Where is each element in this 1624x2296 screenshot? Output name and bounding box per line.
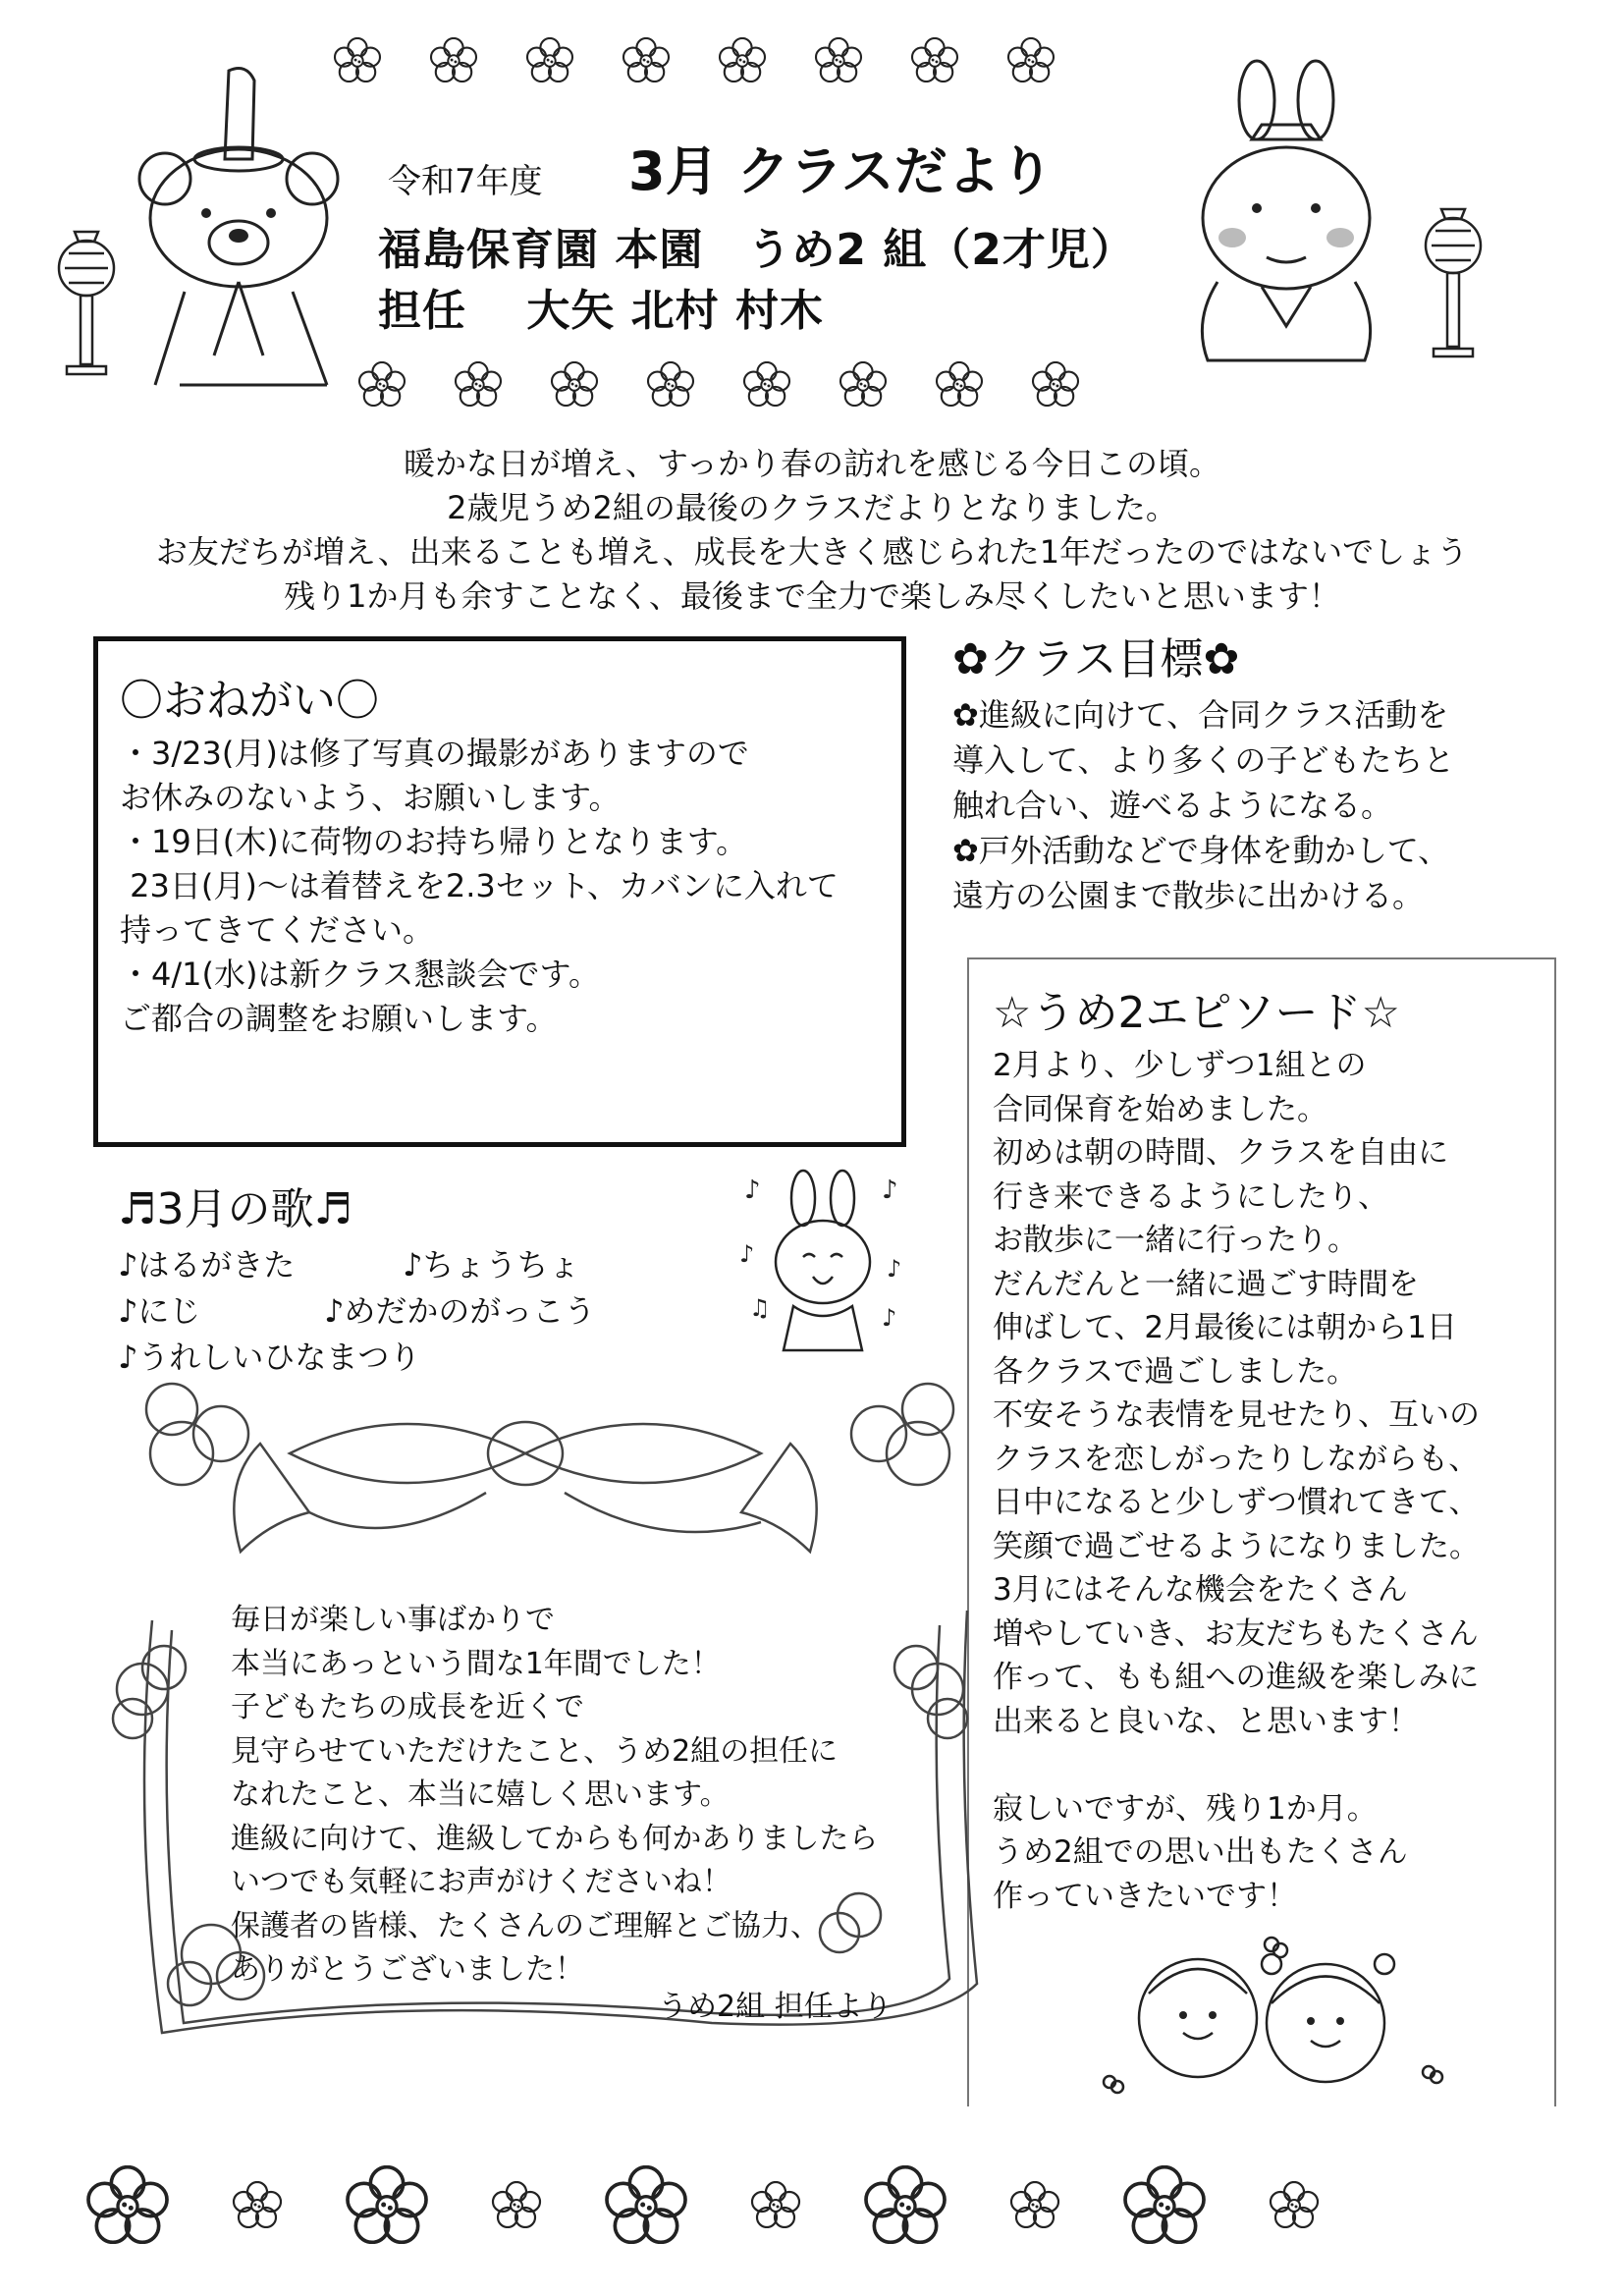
goal-line: ✿戸外活動などで身体を動かして、	[952, 832, 1450, 869]
plum-flower-icon	[1005, 2181, 1064, 2228]
plum-flower-icon	[546, 361, 603, 407]
svg-text:♪: ♪	[739, 1240, 755, 1268]
message-line: なれたこと、本当に嬉しく思います。	[231, 1777, 730, 1812]
episode-line: 行き来できるようにしたり、	[993, 1178, 1388, 1215]
intro-paragraph	[0, 442, 1624, 619]
lantern-icon	[1414, 201, 1492, 363]
episode-line: 3月にはそんな機会をたくさん	[993, 1572, 1408, 1608]
songs-section	[118, 1174, 352, 1246]
episode-title: ☆うめ2エピソード☆	[993, 988, 1400, 1038]
episode-line: 増やしていき、お友だちもたくさん	[993, 1615, 1479, 1652]
episode-line: 2月より、少しずつ1組との	[993, 1048, 1367, 1083]
lantern-icon	[47, 224, 126, 381]
rabbit-doll-illustration	[1183, 61, 1409, 346]
message-line: いつでも気軽にお声がけくださいね！	[231, 1865, 731, 1899]
goal-line: 導入して、より多くの子どもたちと	[952, 741, 1455, 779]
page-title: 3月 クラスだより	[628, 140, 1054, 202]
request-line: 23日(月)～は着替えを2.3セット、カバンに入れて	[120, 867, 839, 904]
episode-line: うめ2組での思い出もたくさん	[993, 1834, 1408, 1870]
plum-flower-icon	[810, 37, 867, 82]
svg-text:♪: ♪	[882, 1175, 898, 1205]
request-line: お休みのないよう、お願いします。	[120, 779, 621, 816]
episode-line: 各クラスで過ごしました。	[993, 1353, 1358, 1390]
song-item: ♪はるがきた	[118, 1246, 296, 1284]
smiling-flower-icon	[79, 2165, 177, 2244]
teachers-line: 担任 大矢 北村 村木	[378, 286, 824, 336]
episode-line: 合同保育を始めました。	[993, 1091, 1327, 1127]
episode-line: 初めは朝の時間、クラスを自由に	[993, 1135, 1449, 1171]
episode-line: クラスを恋しがったりしながらも、	[993, 1441, 1480, 1477]
intro-line: 残り1か月も余すことなく、最後まで全力で楽しみ尽くしたいと思います！	[284, 577, 1340, 615]
request-line: 持ってきてください。	[120, 911, 435, 949]
episode-line: 笑顔で過ごせるようになりました。	[993, 1528, 1480, 1564]
song-item: ♪めだかのがっこう	[324, 1292, 596, 1330]
smiling-flower-icon	[338, 2165, 436, 2244]
episode-line: お散歩に一緒に行ったり。	[993, 1223, 1358, 1258]
message-line: 子どもたちの成長を近くで	[231, 1690, 584, 1724]
bear-doll-illustration	[135, 61, 361, 385]
goal-line: ✿進級に向けて、合同クラス活動を	[952, 696, 1449, 734]
smiling-flower-icon	[597, 2165, 695, 2244]
request-line: ・19日(木)に荷物のお持ち帰りとなります。	[120, 823, 748, 860]
episode-line: 寂しいですが、残り1か月。	[993, 1790, 1378, 1827]
message-line: 毎日が楽しい事ばかりで	[231, 1603, 555, 1637]
plum-flower-icon	[931, 361, 988, 407]
plum-flower-icon	[1002, 37, 1059, 82]
plum-flower-icon	[906, 37, 963, 82]
plum-flower-icon	[738, 361, 795, 407]
plum-flower-icon	[835, 361, 892, 407]
intro-line: 2歳児うめ2組の最後のクラスだよりとなりました。	[447, 489, 1177, 526]
song-item: ♪にじ	[118, 1292, 201, 1330]
requests-title: 〇おねがい〇	[120, 676, 379, 726]
intro-line: お友だちが増え、出来ることも増え、成長を大きく感じられた1年だったのではないでしょう	[155, 533, 1469, 571]
plum-flower-icon	[618, 37, 675, 82]
plum-flower-icon	[746, 2181, 805, 2228]
year-label: 令和7年度	[388, 162, 543, 201]
children-illustration	[1090, 1925, 1463, 2092]
request-line: ・3/23(月)は修了写真の撮影がありますので	[120, 735, 749, 772]
goal-line: 触れ合い、遊べるようになる。	[952, 787, 1393, 824]
message-line: 見守らせていただけたこと、うめ2組の担任に	[231, 1733, 839, 1769]
plum-flower-icon	[1027, 361, 1084, 407]
plum-flower-icon	[353, 361, 410, 407]
plum-flower-icon	[425, 37, 482, 82]
request-line: ・4/1(水)は新クラス懇談会です。	[120, 956, 600, 993]
svg-text:♫: ♫	[749, 1294, 771, 1322]
singing-rabbit-illustration	[734, 1169, 911, 1365]
plum-flower-icon	[521, 37, 578, 82]
requests-box	[93, 636, 906, 1147]
plum-flower-icon	[642, 361, 699, 407]
song-item: ♪ちょうちょ	[403, 1246, 580, 1284]
plum-flower-icon	[487, 2181, 546, 2228]
svg-text:♪: ♪	[882, 1304, 897, 1332]
header-flower-border	[353, 361, 1084, 407]
message-line: ありがとうございました！	[231, 1952, 584, 1987]
smiling-flower-icon	[856, 2165, 954, 2244]
class-goals	[952, 624, 1561, 918]
plum-flower-icon	[228, 2181, 287, 2228]
message-line: 本当にあっという間な1年間でした！	[231, 1646, 721, 1681]
smiling-flower-icon	[1115, 2165, 1214, 2244]
plum-flower-icon	[714, 37, 771, 82]
goal-line: 遠方の公園まで散歩に出かける。	[952, 877, 1425, 914]
intro-line: 暖かな日が増え、すっかり春の訪れを感じる今日この頃。	[403, 445, 1220, 482]
episode-line: だんだんと一緒に過ごす時間を	[993, 1266, 1419, 1302]
svg-text:♪: ♪	[744, 1175, 761, 1205]
episode-line: 不安そうな表情を見せたり、互いの	[993, 1397, 1480, 1433]
bottom-flower-border	[79, 2165, 1324, 2244]
plum-flower-icon	[1265, 2181, 1324, 2228]
message-line: 進級に向けて、進級してからも何かありましたら	[231, 1821, 879, 1856]
message-signature: うめ2組 担任より	[658, 1990, 893, 2024]
message-line: 保護者の皆様、たくさんのご理解とご協力、	[231, 1908, 820, 1943]
episode-line: 伸ばして、2月最後には朝から1日	[993, 1310, 1457, 1345]
songs-title: ♬3月の歌♬	[118, 1184, 352, 1234]
episode-line	[993, 1743, 1554, 1787]
plum-flower-icon	[450, 361, 507, 407]
request-line: ご都合の調整をお願いします。	[120, 1000, 558, 1037]
episode-line: 作っていきたいです！	[993, 1878, 1297, 1914]
school-class-line: 福島保育園 本園 うめ2 組（2才児）	[378, 225, 1135, 275]
song-item: ♪うれしいひなまつり	[118, 1339, 421, 1376]
svg-text:♪: ♪	[887, 1255, 902, 1283]
episode-line: 作って、もも組への進級を楽しみに	[993, 1660, 1480, 1695]
episode-line: 日中になると少しずつ慣れてきて、	[993, 1485, 1480, 1520]
goals-title: ✿クラス目標✿	[952, 634, 1240, 684]
top-flower-border	[329, 37, 1059, 82]
episode-line: 出来ると良いな、と思います！	[993, 1703, 1419, 1739]
teacher-message	[231, 1599, 918, 1993]
